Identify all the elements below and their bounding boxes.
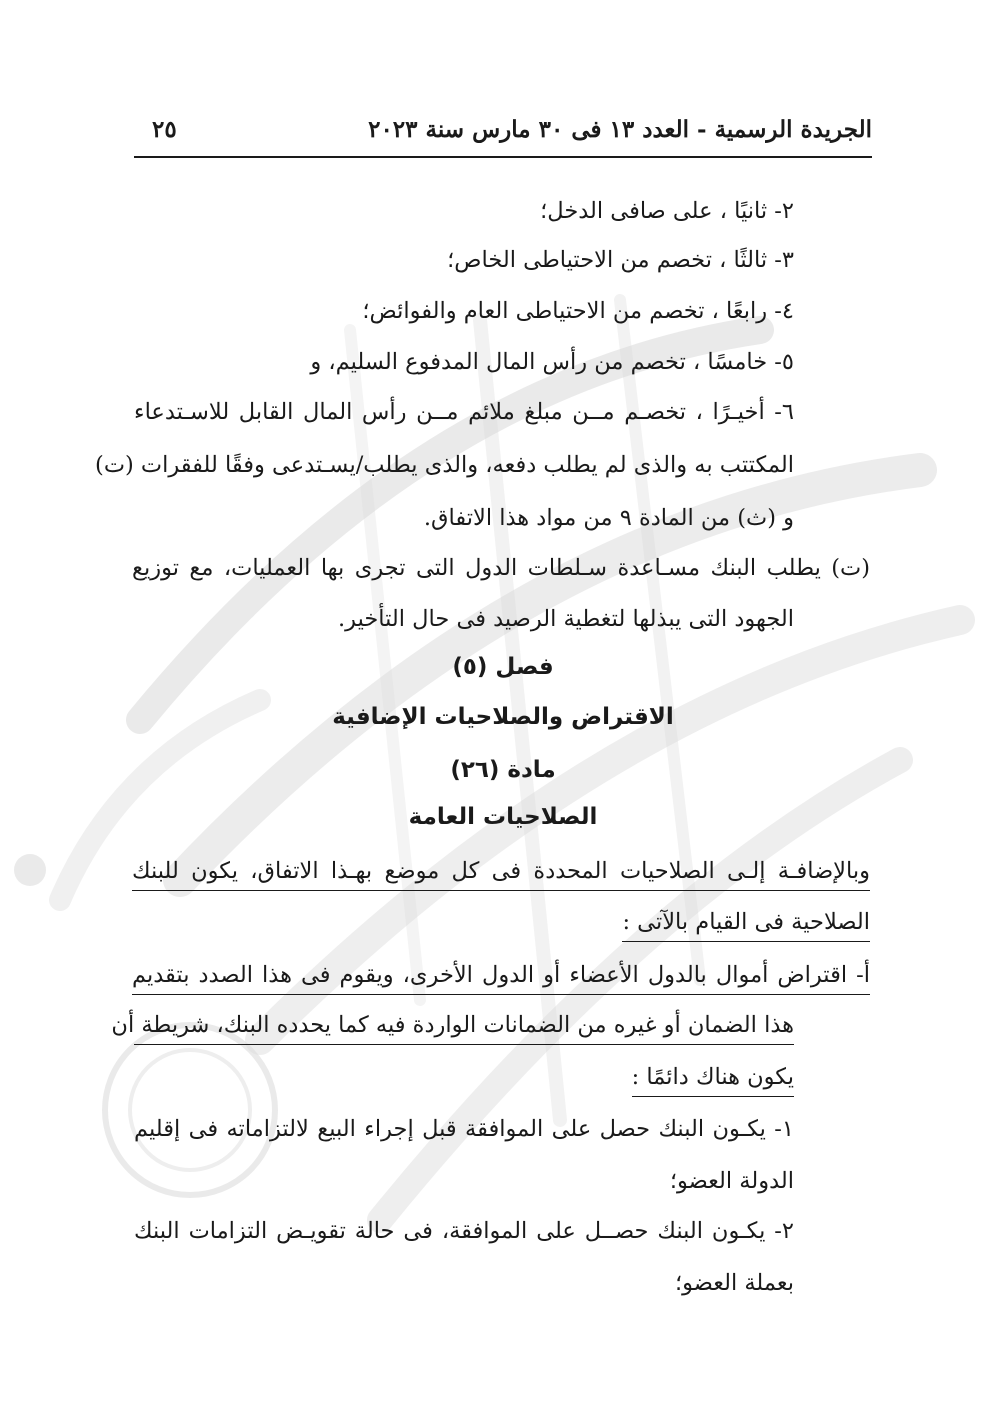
clause-a-continuation: يكون هناك دائمًا : bbox=[632, 1062, 794, 1097]
chapter-heading: فصل (٥) bbox=[452, 654, 554, 680]
intro-paragraph: وبالإضافـة إلـى الصلاحيات المحددة فى كل موضع بهـذا الاتفاق، يكون للبنك bbox=[132, 856, 870, 891]
page-number: ٢٥ bbox=[152, 116, 177, 143]
chapter-title: الاقتراض والصلاحيات الإضافية bbox=[332, 704, 674, 730]
list-item-continuation: المكتتب به والذى لم يطلب دفعه، والذى يطلب/يسـتدعى وفقًا للفقرات (ت) bbox=[95, 452, 794, 478]
page-header bbox=[134, 110, 872, 158]
article-title: الصلاحيات العامة bbox=[408, 804, 598, 830]
clause-a-continuation: هذا الضمان أو غيره من الضمانات الواردة فيه كما يحدده البنك، شريطة أن bbox=[134, 1010, 794, 1045]
list-item: ٢- ثانيًا ، على صافى الدخل؛ bbox=[540, 198, 794, 224]
intro-paragraph-continuation: الصلاحية فى القيام بالآتى : bbox=[622, 907, 870, 942]
list-item: ٦- أخيـرًا ، تخصـم مــن مبلغ ملائم مــن رأس المال القابل للاسـتدعاء bbox=[134, 399, 794, 425]
sub-item-continuation: الدولة العضو؛ bbox=[669, 1168, 794, 1194]
sub-item: ١- يكـون البنك حصل على الموافقة قبل إجراء البيع لالتزاماته فى إقليم bbox=[134, 1116, 794, 1142]
sub-item-continuation: بعملة العضو؛ bbox=[674, 1270, 794, 1296]
list-item: ٣- ثالثًا ، تخصم من الاحتياطى الخاص؛ bbox=[447, 247, 794, 273]
clause-a: أ- اقتراض أموال بالدول الأعضاء أو الدول الأخرى، ويقوم فى هذا الصدد بتقديم bbox=[132, 960, 870, 995]
gazette-title: الجريدة الرسمية - العدد ١٣ فى ٣٠ مارس سنة ٢٠٢٣ bbox=[368, 116, 872, 143]
list-item-continuation: و (ث) من المادة ٩ من مواد هذا الاتفاق. bbox=[423, 505, 794, 531]
sub-item: ٢- يكـون البنك حصــل على الموافقة، فى حالة تقويـض التزامات البنك bbox=[134, 1218, 794, 1244]
paragraph-t: (ت) يطلب البنك مسـاعدة سـلطات الدول التى تجرى بها العمليات، مع توزيع bbox=[132, 555, 870, 581]
list-item: ٤- رابعًا ، تخصم من الاحتياطى العام والفوائض؛ bbox=[362, 298, 794, 324]
paragraph-t-continuation: الجهود التى يبذلها لتغطية الرصيد فى حال التأخير. bbox=[338, 606, 794, 632]
list-item: ٥- خامسًا ، تخصم من رأس المال المدفوع السليم، و bbox=[310, 349, 794, 375]
article-heading: مادة (٢٦) bbox=[450, 757, 556, 783]
